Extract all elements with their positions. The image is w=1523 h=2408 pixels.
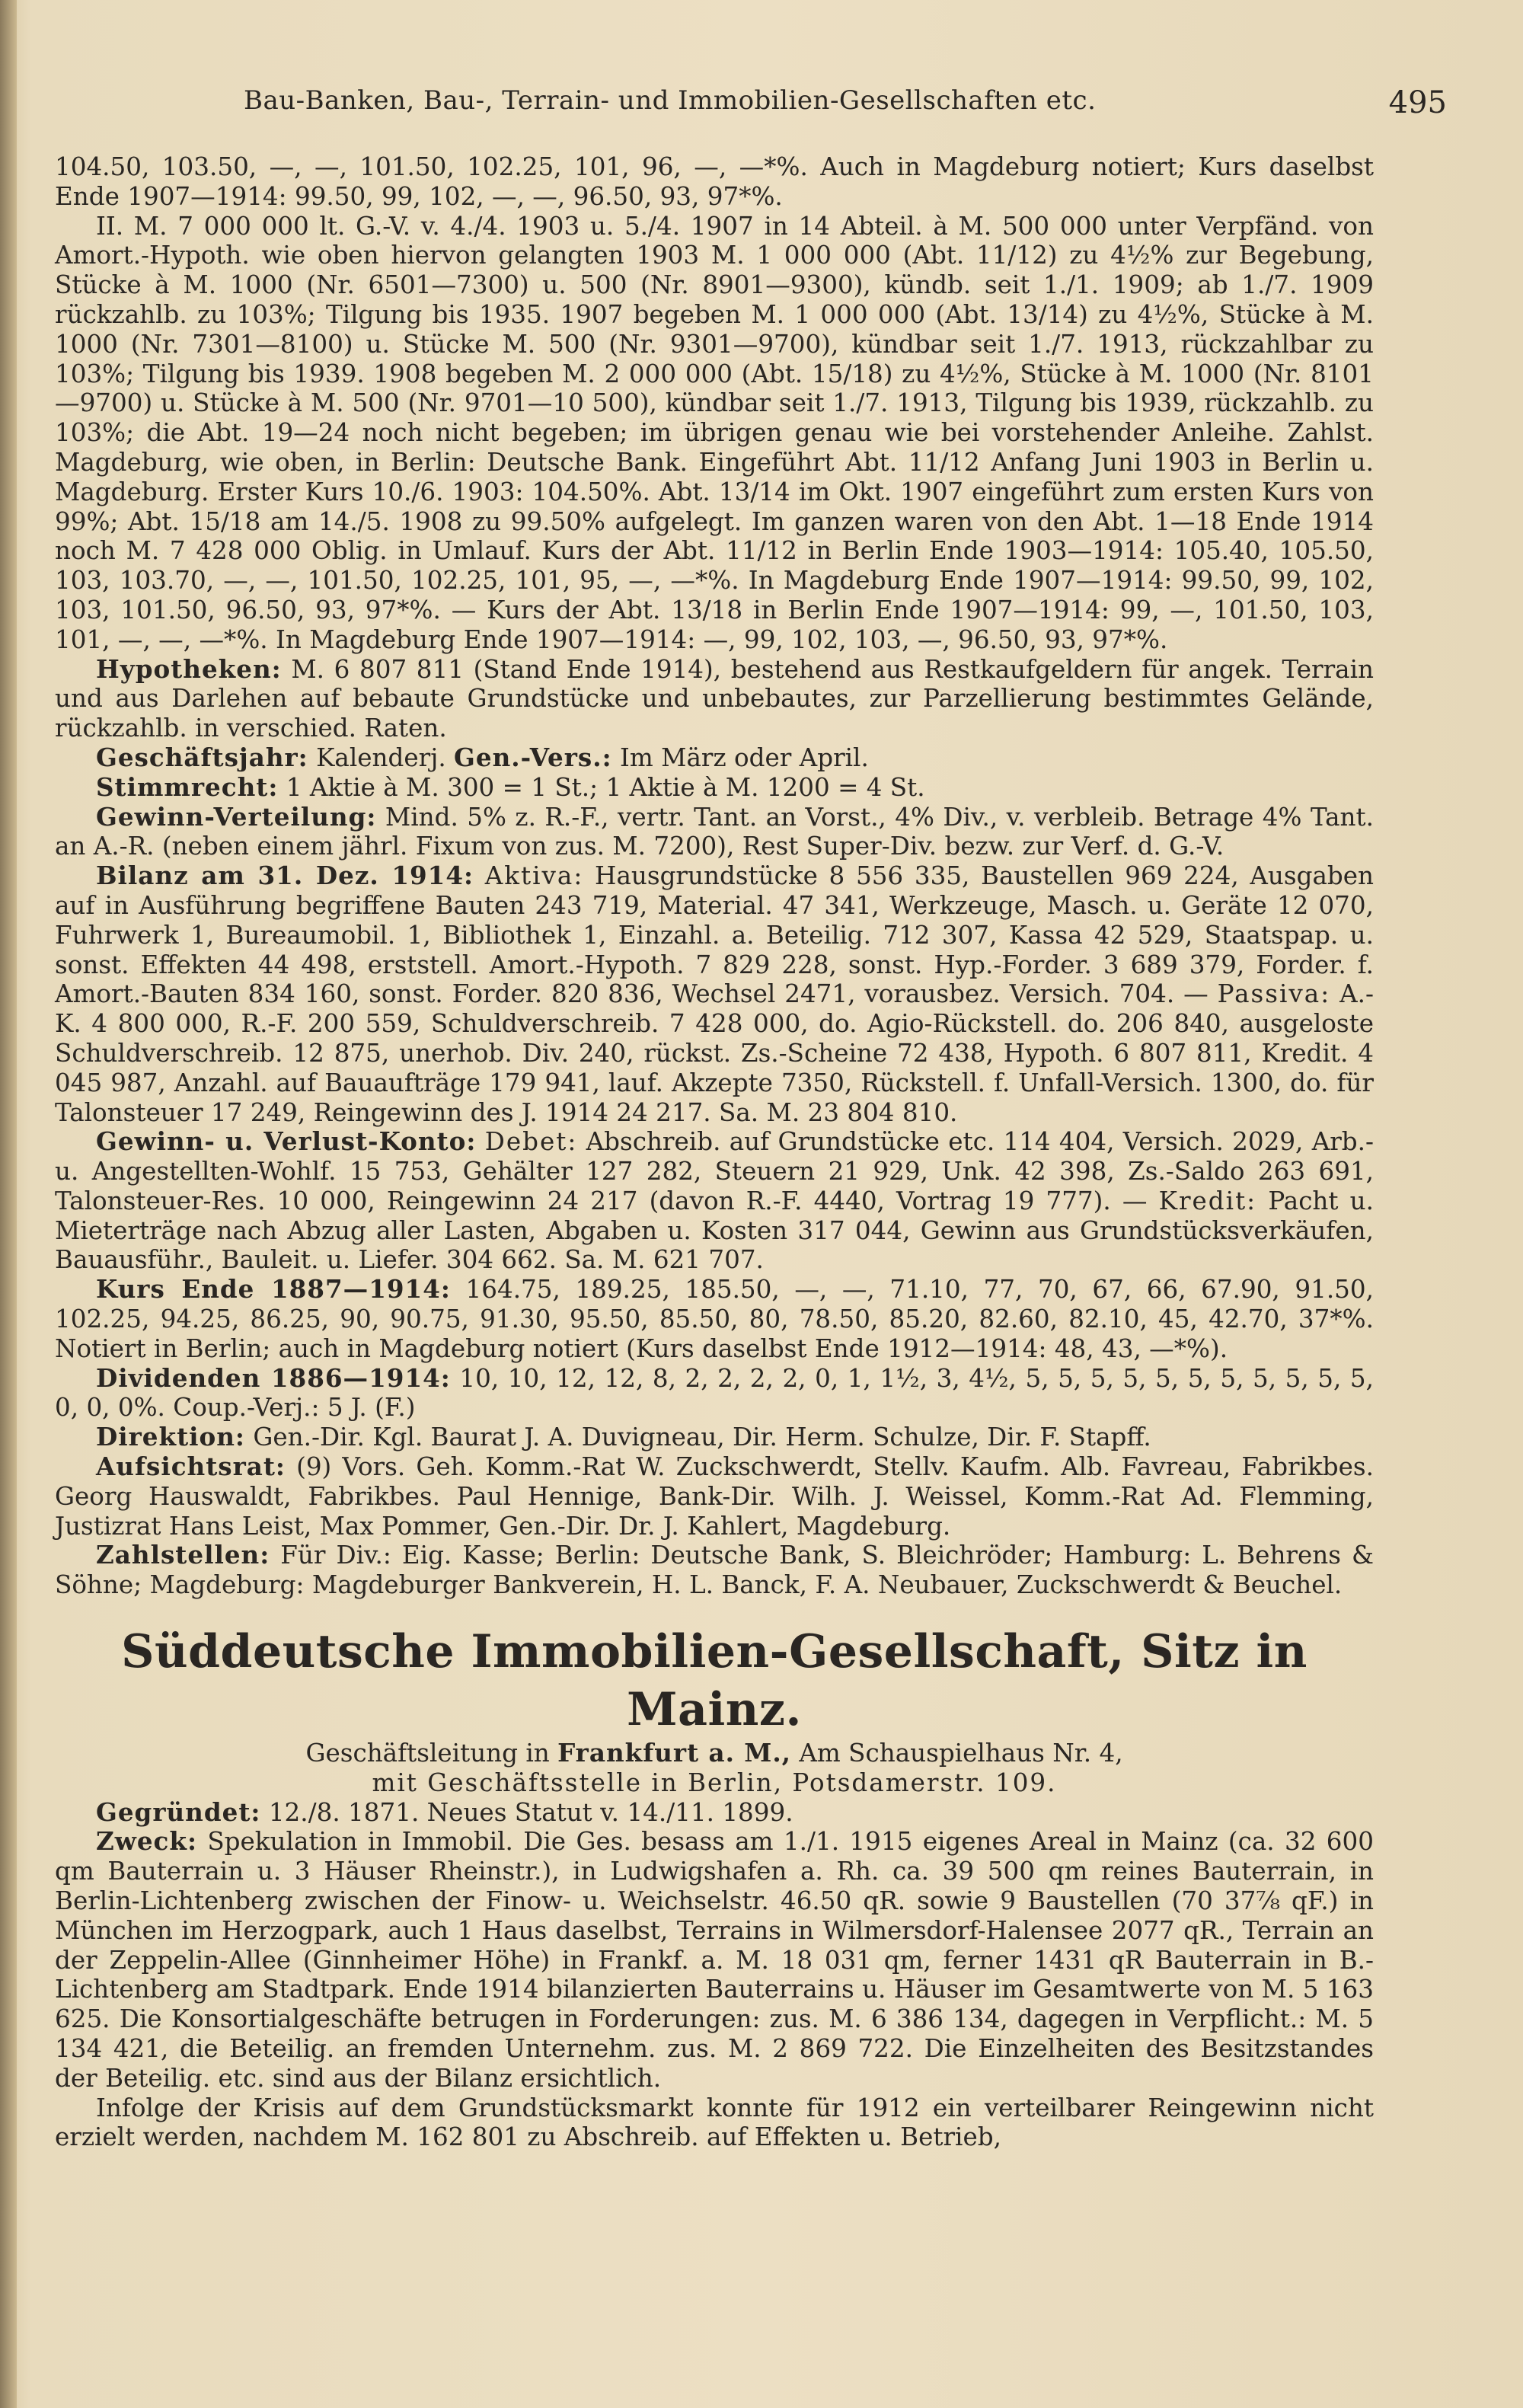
gewinn-verteilung-text: Mind. 5% z. R.-F., vertr. Tant. an Vorst., 4% Div., v. verbleib. Betrage 4% Tant. an A.-R. (neben einem jährl. Fixum von zus. M. 7200), Rest Super-Div. bezw. zur Verf. d. G.-V. xyxy=(55,802,1374,861)
krise-paragraph: Infolge der Krisis auf dem Grundstücksmarkt konnte für 1912 ein verteilbarer Reingewinn nicht erzielt werden, nachdem M. 162 801 zu Abschreib. auf Effekten u. Betrieb, xyxy=(55,2093,1374,2152)
company-sub-prefix: Geschäftsleitung in xyxy=(305,1739,550,1768)
page-header xyxy=(91,85,1447,131)
gewinn-verlust-label: Gewinn- u. Verlust-Konto: xyxy=(96,1126,477,1157)
bilanz-aktiva-label: Aktiva: xyxy=(484,861,584,891)
running-title: Bau-Banken, Bau-, Terrain- und Immobilien-Gesellschaften etc. xyxy=(244,85,1097,116)
zahlstellen-text: Für Div.: Eig. Kasse; Berlin: Deutsche Bank, S. Bleichröder; Hamburg: L. Behrens & Söhne; Magdeburg: Magdeburger Bankverein, H. L. Banck, F. A. Neubauer, Zuckschwerdt & Beuchel. xyxy=(55,1541,1374,1600)
bilanz-entry xyxy=(55,861,1374,1127)
stimmrecht-label: Stimmrecht: xyxy=(96,771,279,802)
dividenden-label: Dividenden 1886—1914: xyxy=(96,1362,451,1393)
zahlstellen-label: Zahlstellen: xyxy=(96,1540,270,1570)
company-section xyxy=(55,1623,1374,2152)
geschaeftsjahr-entry xyxy=(55,743,1374,773)
gen-vers-label: Gen.-Vers.: xyxy=(454,742,612,772)
gen-vers-text: Im März oder April. xyxy=(620,743,869,772)
kurs-continued-paragraph: 104.50, 103.50, —, —, 101.50, 102.25, 101, 96, —, —*%. Auch in Magdeburg notiert; Kurs daselbst Ende 1907—1914: 99.50, 99, 102, —, —, 96.50, 93, 97*%. xyxy=(55,152,1374,211)
bilanz-passiva-label: Passiva: xyxy=(1217,979,1331,1009)
kurs-entry xyxy=(55,1275,1374,1363)
dividenden-text: 10, 10, 12, 12, 8, 2, 2, 2, 2, 0, 1, 1½, 3, 4½, 5, 5, 5, 5, 5, 5, 5, 5, 5, 5, 5, 0, 0, 0%. Coup.-Verj.: 5 J. (F.) xyxy=(55,1363,1375,1423)
page-number: 495 xyxy=(1388,85,1447,120)
kurs-label: Kurs Ende 1887—1914: xyxy=(96,1274,451,1305)
geschaeftsjahr-text: Kalenderj. xyxy=(316,743,446,772)
hypotheken-entry xyxy=(55,655,1374,743)
zweck-entry xyxy=(55,1827,1374,2093)
hypotheken-text: M. 6 807 811 (Stand Ende 1914), bestehend aus Restkaufgeldern für angek. Terrain und aus Darlehen auf bebaute Grundstücke und unbebautes, zur Parzellierung bestimmtes Gelände, rückzahlb. in verschied. Raten. xyxy=(55,654,1375,743)
aufsichtsrat-label: Aufsichtsrat: xyxy=(96,1452,286,1482)
geschaeftsjahr-label: Geschäftsjahr: xyxy=(96,742,308,772)
gegruendet-text: 12./8. 1871. Neues Statut v. 14./11. 1899. xyxy=(268,1797,793,1827)
bilanz-label: Bilanz am 31. Dez. 1914: xyxy=(96,861,474,891)
hypotheken-label: Hypotheken: xyxy=(96,653,282,684)
direktion-label: Direktion: xyxy=(96,1422,245,1452)
company-subtitle-1 xyxy=(55,1739,1374,1768)
kurs-text: 164.75, 189.25, 185.50, —, —, 71.10, 77, 70, 67, 66, 67.90, 91.50, 102.25, 94.25, 86.25, 90, 90.75, 91.30, 95.50, 85.50, 80, 78.50, 85.20, 82.60, 82.10, 45, 42.70, 37*%. Notiert in Berlin; auch in Magdeburg notiert (Kurs daselbst Ende 1912—1914: 48, 43, —*%). xyxy=(55,1275,1374,1363)
bilanz-passiva-text: A.-K. 4 800 000, R.-F. 200 559, Schuldverschreib. 7 428 000, do. Agio-Rückstell. do. 206 840, ausgeloste Schuldverschreib. 12 875, unerhob. Div. 240, rückst. Zs.-Scheine 72 438, Hypoth. 6 807 811, Kredit. 4 045 987, Anzahl. auf Bauaufträge 179 941, lauf. Akzepte 7350, Rückstell. f. Unfall-Versich. 1300, do. für Talonsteuer 17 249, Reingewinn des J. 1914 24 217. Sa. M. 23 804 810. xyxy=(55,979,1375,1127)
gegruendet-entry xyxy=(55,1798,1374,1828)
aufsichtsrat-entry xyxy=(55,1452,1374,1541)
zweck-text: Spekulation in Immobil. Die Ges. besass am 1./1. 1915 eigenes Areal in Mainz (ca. 32 600 qm Bauterrain u. 3 Häuser Rheinstr.), in Ludwigshafen a. Rh. ca. 39 500 qm reines Bauterrain, in Berlin-Lichtenberg zwischen der Finow- u. Weichselstr. 46.50 qR. sowie 9 Baustellen (70 37⅞ qF.) in München im Herzogpark, auch 1 Haus daselbst, Terrains in Wilmersdorf-Halensee 2077 qR., Terrain an der Zeppelin-Allee (Ginnheimer Höhe) in Frankf. a. M. 18 031 qm, ferner 1431 qR Bauterrain in B.-Lichtenberg am Stadtpark. Ende 1914 bilanzierten Bauterrains u. Häuser im Gesamtwerte von M. 5 163 625. Die Konsortialgeschäfte betrugen in Forderungen: zus. M. 6 386 134, dagegen in Verpflicht.: M. 5 134 421, die Beteilig. an fremden Unternehm. zus. M. 2 869 722. Die Einzelheiten des Besitzstandes der Beteilig. etc. sind aus der Bilanz ersichtlich. xyxy=(55,1827,1374,2093)
gewinn-verlust-entry xyxy=(55,1127,1374,1275)
guv-kredit-label: Kredit: xyxy=(1158,1186,1257,1215)
company-sub-address: Am Schauspielhaus Nr. 4, xyxy=(799,1739,1123,1768)
bilanz-aktiva-text: Hausgrundstücke 8 556 335, Baustellen 969 224, Ausgaben auf in Ausführung begriffene Bauten 243 719, Material. 47 341, Werkzeuge, Masch. u. Geräte 12 070, Fuhrwerk 1, Bureaumobil. 1, Bibliothek 1, Einzahl. a. Beteilig. 712 307, Kassa 42 529, Staatspap. u. sonst. Effekten 44 498, erststell. Amort.-Hypoth. 7 829 228, sonst. Hyp.-Forder. 3 689 379, Forder. f. Amort.-Bauten 834 160, sonst. Forder. 820 836, Wechsel 2471, vorausbez. Versich. 704. — xyxy=(55,861,1374,1009)
company-title: Süddeutsche Immobilien-Gesellschaft, Sitz in Mainz. xyxy=(121,1625,1307,1737)
zweck-label: Zweck: xyxy=(96,1826,197,1857)
book-spine-shadow xyxy=(0,0,17,2408)
guv-debet-text: Abschreib. auf Grundstücke etc. 114 404, Versich. 2029, Arb.- u. Angestellten-Wohlf. 15 753, Gehälter 127 282, Steuern 21 929, Unk. 42 398, Zs.-Saldo 263 691, Talonsteuer-Res. 10 000, Reingewinn 24 217 (davon R.-F. 4440, Vortrag 19 777). — xyxy=(55,1127,1375,1215)
direktion-text: Gen.-Dir. Kgl. Baurat J. A. Duvigneau, Dir. Herm. Schulze, Dir. F. Stapff. xyxy=(253,1423,1151,1452)
guv-kredit-text: Pacht u. Mieterträge nach Abzug aller Lasten, Abgaben u. Kosten 317 044, Gewinn aus Grundstücksverkäufen, Bauausführ., Bauleit. u. Liefer. 304 662. Sa. M. 621 707. xyxy=(55,1186,1374,1275)
direktion-entry xyxy=(55,1423,1374,1452)
company-sub-city: Frankfurt a. M., xyxy=(557,1738,792,1768)
gegruendet-label: Gegründet: xyxy=(96,1796,261,1827)
dividenden-entry xyxy=(55,1364,1374,1423)
aufsichtsrat-text: (9) Vors. Geh. Komm.-Rat W. Zuckschwerdt, Stellv. Kaufm. Alb. Favreau, Fabrikbes. Georg Hauswaldt, Fabrikbes. Paul Hennige, Bank-Dir. Wilh. J. Weissel, Komm.-Rat Ad. Flemming, Justizrat Hans Leist, Max Pommer, Gen.-Dir. Dr. J. Kahlert, Magdeburg. xyxy=(55,1452,1374,1541)
stimmrecht-text: 1 Aktie à M. 300 = 1 St.; 1 Aktie à M. 1200 = 4 St. xyxy=(286,772,925,802)
company-subtitle-2: mit Geschäftsstelle in Berlin, Potsdamerstr. 109. xyxy=(372,1768,1057,1797)
gewinn-verteilung-entry xyxy=(55,803,1374,862)
text-block xyxy=(55,152,1374,2152)
stimmrecht-entry xyxy=(55,773,1374,803)
zahlstellen-entry xyxy=(55,1541,1374,1600)
anleihe-ii-paragraph: II. M. 7 000 000 lt. G.-V. v. 4./4. 1903 u. 5./4. 1907 in 14 Abteil. à M. 500 000 unter Verpfänd. von Amort.-Hypoth. wie oben hiervon gelangten 1903 M. 1 000 000 (Abt. 11/12) zu 4½% zur Begebung, Stücke à M. 1000 (Nr. 6501—7300) u. 500 (Nr. 8901—9300), kündb. seit 1./1. 1909; ab 1./7. 1909 rückzahlb. zu 103%; Tilgung bis 1935. 1907 begeben M. 1 000 000 (Abt. 13/14) zu 4½%, Stücke à M. 1000 (Nr. 7301—8100) u. Stücke M. 500 (Nr. 9301—9700), kündbar seit 1./7. 1913, rückzahlbar zu 103%; Tilgung bis 1939. 1908 begeben M. 2 000 000 (Abt. 15/18) zu 4½%, Stücke à M. 1000 (Nr. 8101—9700) u. Stücke à M. 500 (Nr. 9701—10 500), kündbar seit 1./7. 1913, Tilgung bis 1939, rückzahlb. zu 103%; die Abt. 19—24 noch nicht begeben; im übrigen genau wie bei vorstehender Anleihe. Zahlst. Magdeburg, wie oben, in Berlin: Deutsche Bank. Eingeführt Abt. 11/12 Anfang Juni 1903 in Berlin u. Magdeburg. Erster Kurs 10./6. 1903: 104.50%. Abt. 13/14 im Okt. 1907 eingeführt zum ersten Kurs von 99%; Abt. 15/18 am 14./5. 1908 zu 99.50% aufgelegt. Im ganzen waren von den Abt. 1—18 Ende 1914 noch M. 7 428 000 Oblig. in Umlauf. Kurs der Abt. 11/12 in Berlin Ende 1903—1914: 105.40, 105.50, 103, 103.70, —, —, 101.50, 102.25, 101, 95, —, —*%. In Magdeburg Ende 1907—1914: 99.50, 99, 102, 103, 101.50, 96.50, 93, 97*%. — Kurs der Abt. 13/18 in Berlin Ende 1907—1914: 99, —, 101.50, 103, 101, —, —, —*%. In Magdeburg Ende 1907—1914: —, 99, 102, 103, —, 96.50, 93, 97*%. xyxy=(55,211,1374,654)
gewinn-verteilung-label: Gewinn-Verteilung: xyxy=(96,801,377,832)
guv-debet-label: Debet: xyxy=(484,1127,578,1157)
